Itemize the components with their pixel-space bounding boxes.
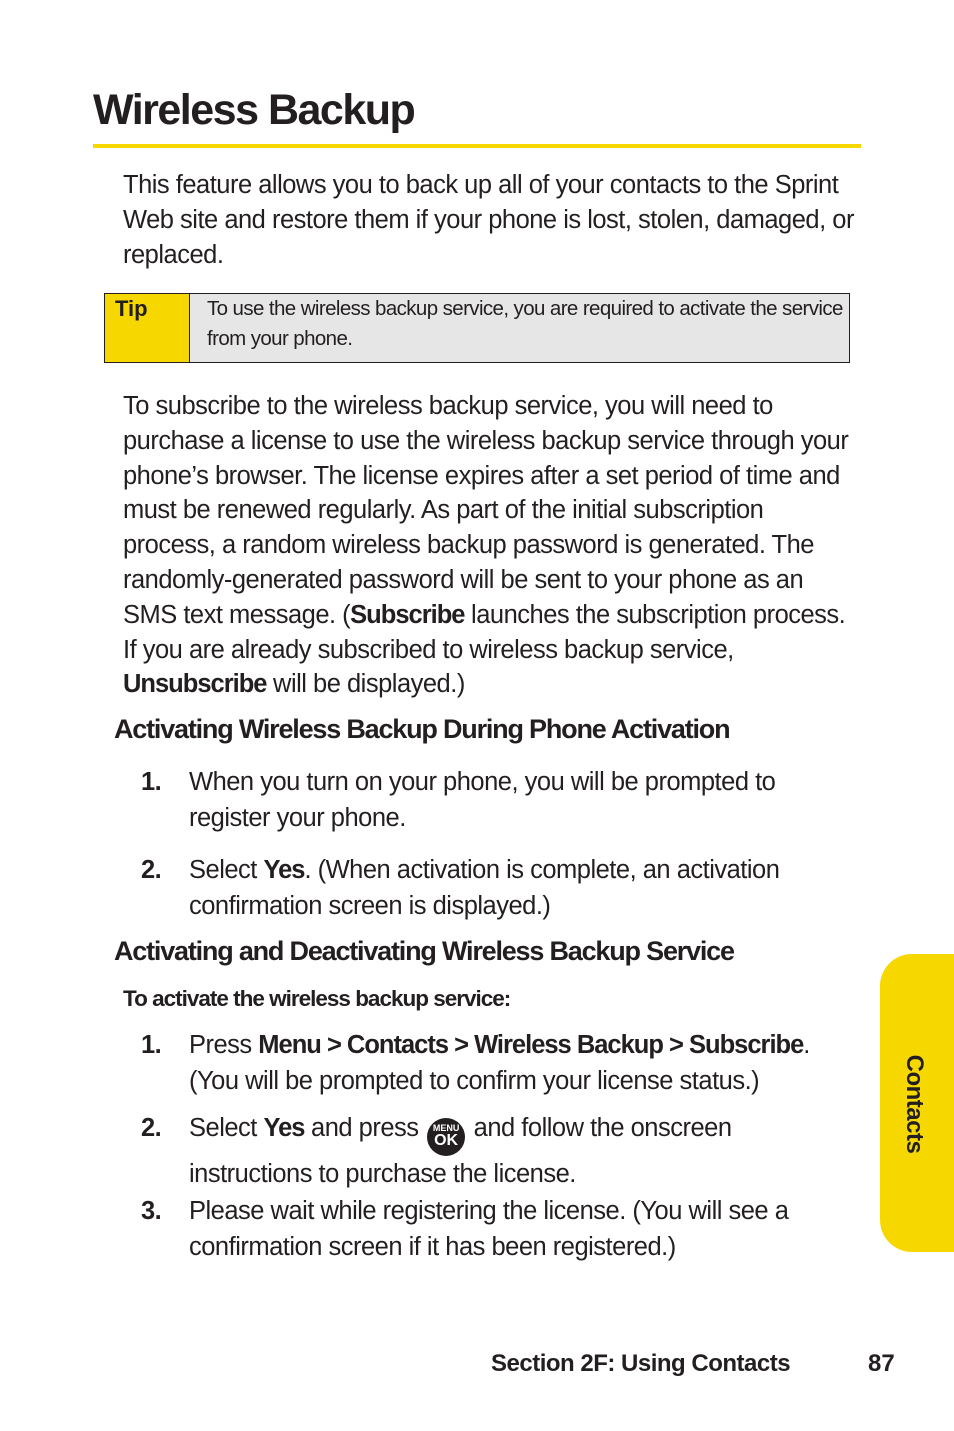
footer-section-title: Section 2F: Using Contacts [491,1350,791,1377]
subscribe-paragraph [123,389,858,702]
subscribe-text-3: will be displayed.) [266,670,465,699]
step-number: 3. [141,1197,162,1225]
section1-step-2 [141,852,853,924]
step-text: Please wait while registering the license. (You will see a confirmation screen if it has been registered.) [189,1197,789,1261]
intro-paragraph: This feature allows you to back up all of your contacts to the Sprint Web site and restore them if your phone is lost, stolen, damaged, or replaced. [123,171,854,269]
tip-label: Tip [105,294,190,362]
menu-path: Menu > Contacts > Wireless Backup > Subscribe [258,1031,804,1059]
side-tab-label: Contacts [901,1054,928,1154]
section1-step-1 [141,764,853,836]
step-number: 2. [141,856,162,884]
step-text [189,1027,853,1099]
step-text-post: and follow the onscreen instructions to purchase the license. [189,1114,732,1188]
menu-ok-key-icon: MENU OK [427,1118,465,1156]
title-underline [93,144,861,148]
section2-step-2 [141,1110,853,1192]
section2-heading: Activating and Deactivating Wireless Backup Service [114,936,734,966]
subscribe-term: Subscribe [350,600,465,629]
page-number: 87 [868,1350,895,1377]
step-number: 1. [141,768,162,796]
step-text-pre: Press [189,1031,259,1059]
step-text: When you turn on your phone, you will be prompted to register your phone. [189,768,776,832]
section1-heading: Activating Wireless Backup During Phone Activation [114,714,730,744]
step-text-post: . (When activation is complete, an activation confirmation screen is displayed.) [189,856,780,920]
step-text-pre: Select [189,856,264,884]
section2-step-1 [141,1027,853,1099]
yes-term: Yes [263,856,305,884]
tip-box [104,293,850,363]
subscribe-text-1: To subscribe to the wireless backup service, you will need to purchase a license to use the wireless backup service through your phone’s browser. The license expires after a set period of time and must be renewed regularly. As part of the initial subscription process, a random wireless backup password is generated. The randomly-generated password will be sent to your phone as an SMS text message. ( [123,392,849,629]
step-text-pre: Select [189,1114,264,1142]
subscribe-text-2: launches the subscription process. If you are already subscribed to wireless backup service, [123,600,846,664]
unsubscribe-term: Unsubscribe [123,670,267,699]
tip-text: To use the wireless backup service, you are required to activate the service from your phone. [207,297,843,350]
yes-term: Yes [263,1114,305,1142]
page-title: Wireless Backup [93,86,415,134]
step-number: 1. [141,1031,162,1059]
step-text [189,852,853,924]
procedure-heading: To activate the wireless backup service: [123,986,511,1011]
step-text-post: . (You will be prompted to confirm your license status.) [189,1031,810,1095]
section2-step-3 [141,1193,853,1265]
step-number: 2. [141,1114,162,1142]
step-text [189,1110,853,1192]
step-text-mid: and press [304,1114,426,1142]
